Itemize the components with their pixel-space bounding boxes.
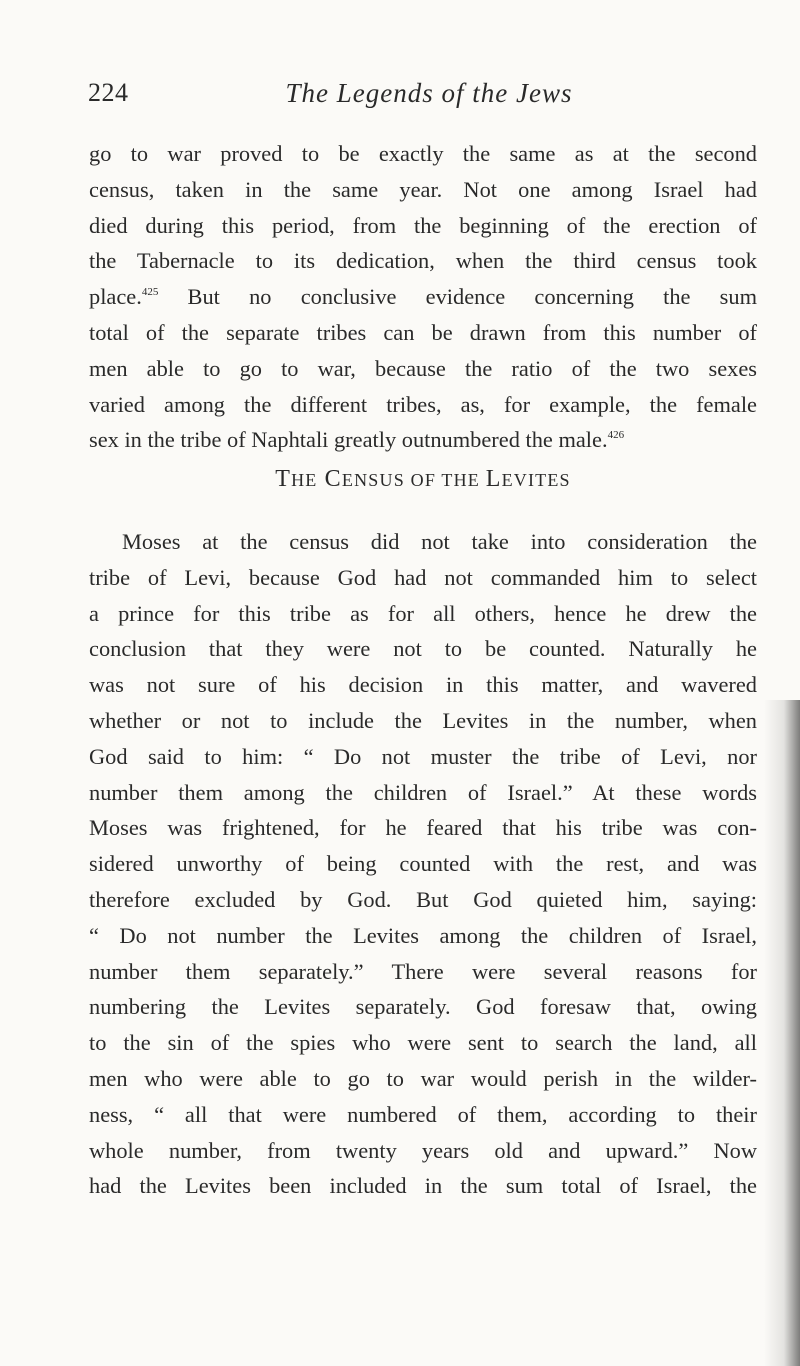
heading-part: OF THE [404,470,486,490]
text-fragment: sex in the tribe of Naphtali greatly outnumbered the male. [89,427,608,453]
heading-part: ENSUS [341,470,405,490]
section-heading [89,466,757,493]
running-head [88,78,750,118]
text-line: Moses at the census did not take into consideration the [122,529,757,554]
text-line: therefore excluded by God. But God quieted him, saying: [89,886,757,912]
text-line [89,422,757,458]
text-line: was not sure of his decision in this matter, and wavered [89,672,757,698]
text-line: conclusion that they were not to be counted. Naturally he [89,636,757,662]
text-line: numbering the Levites separately. God foresaw that, owing [89,994,757,1020]
heading-part: L [485,466,502,492]
text-line: had the Levites been included in the sum total of Israel, the [89,1173,757,1199]
text-line: Moses was frightened, for he feared that his tribe was con- [89,815,757,841]
text-line: to the sin of the spies who were sent to search the land, all [89,1030,757,1056]
heading-part: HE [291,470,318,490]
text-line: census, taken in the same year. Not one among Israel had [89,176,757,202]
text-line: died during this period, from the beginning of the erection of [89,212,757,238]
text-line: ness, “ all that were numbered of them, according to their [89,1101,757,1127]
heading-part: T [275,466,292,492]
text-line: God said to him: “ Do not muster the tribe of Levi, nor [89,743,757,769]
heading-part: C [317,466,342,492]
text-line: “ Do not number the Levites among the children of Israel, [89,922,757,948]
text-line: total of the separate tribes can be drawn from this number of [89,319,757,345]
text-fragment: But no conclusive evidence concerning the sum [158,284,757,310]
running-title: The Legends of the Jews [285,78,573,108]
paragraph-1 [89,136,757,458]
paragraph-2 [89,524,757,1204]
text-line: the Tabernacle to its dedication, when the third census took [89,248,757,274]
text-line: number them among the children of Israel.” At these words [89,779,757,805]
text-line: a prince for this tribe as for all others, hence he drew the [89,600,757,626]
text-line: varied among the different tribes, as, for example, the female [89,391,757,417]
text-line: number them separately.” There were several reasons for [89,958,757,984]
footnote-ref-426: 426 [607,429,625,442]
text-line: tribe of Levi, because God had not commanded him to select [89,564,757,590]
text-line: sidered unworthy of being counted with the rest, and was [89,851,757,877]
heading-part: EVITES [501,470,571,490]
footnote-ref-425: 425 [141,286,159,299]
text-line: whether or not to include the Levites in the number, when [89,707,757,733]
text-fragment: place. [89,284,142,310]
page-number: 224 [88,78,129,107]
text-line: whole number, from twenty years old and upward.” Now [89,1137,757,1163]
page-edge-shadow [764,700,800,1366]
text-line: men who were able to go to war would perish in the wilder- [89,1065,757,1091]
text-line: men able to go to war, because the ratio of the two sexes [89,355,757,381]
text-line: go to war proved to be exactly the same as at the second [89,141,757,166]
text-line [89,279,757,315]
